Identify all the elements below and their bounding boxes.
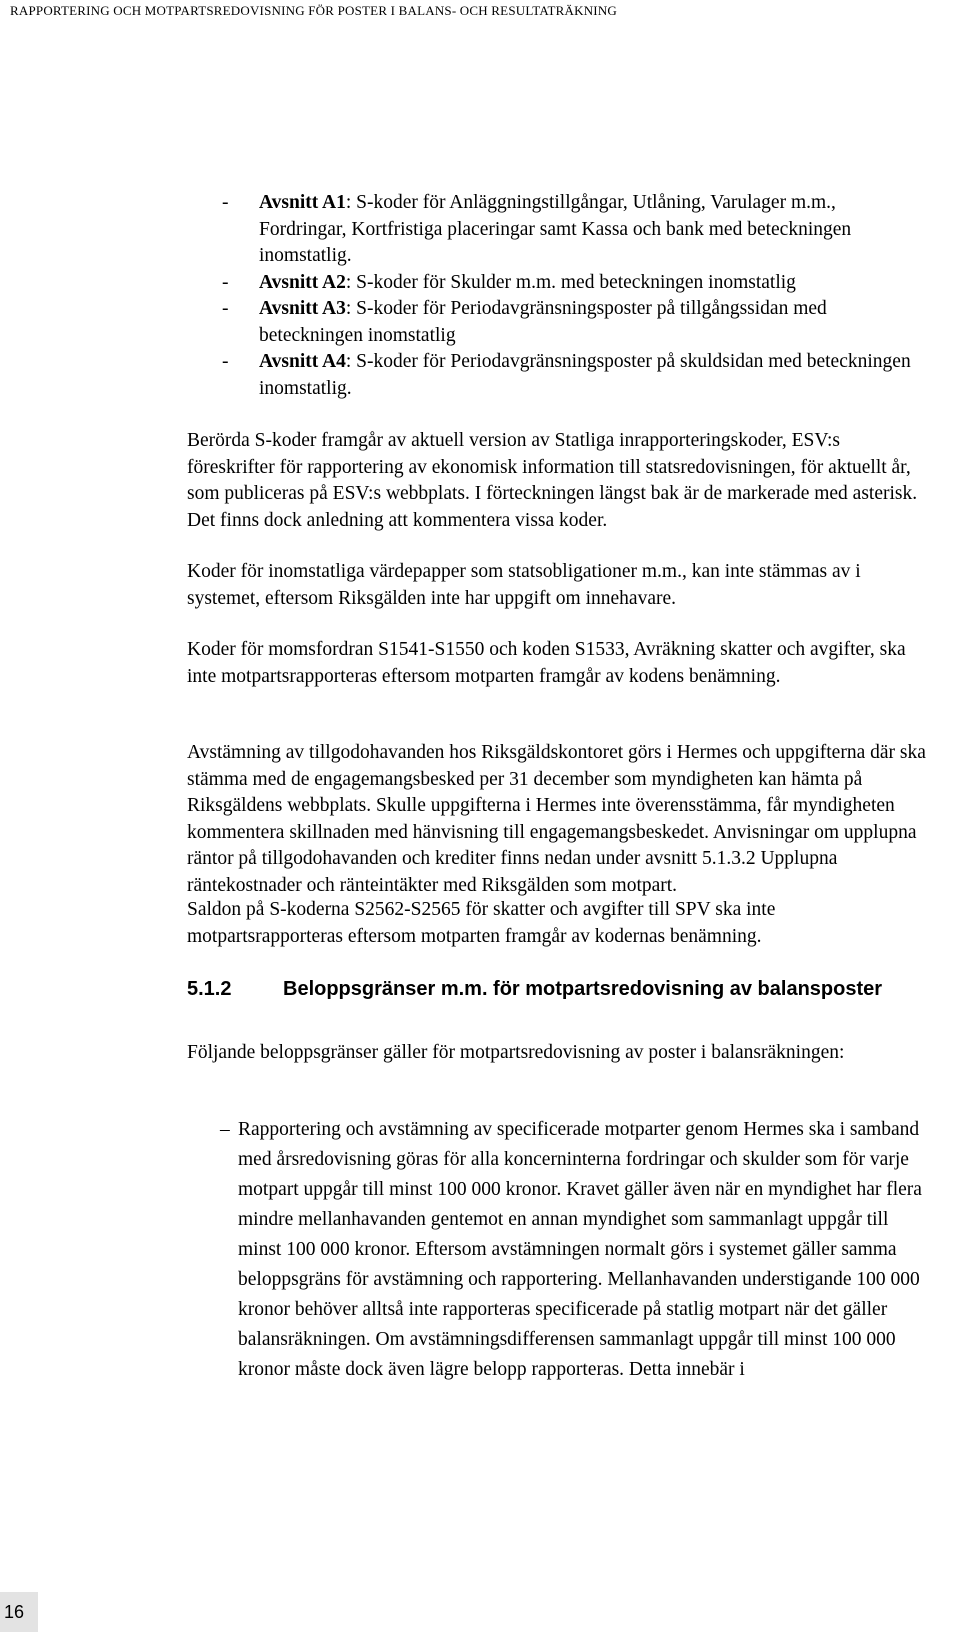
list-item-text: : S-koder för Anläggningstillgångar, Utlåning, Varulager m.m., Fordringar, Kortfristiga placeringar samt Kassa och bank med beteckningen inomstatlig. [259,192,852,266]
paragraph-reconciliation: Avstämning av tillgodohavanden hos Riksgäldskontoret görs i Hermes och uppgifterna där ska stämma med de engagemangsbesked per 31 december som myndigheten kan hämta på Riksgäldens webbplats. Skulle uppgifterna i Hermes inte överensstämma, får myndigheten kommentera skillnaden med hänvisning till engagemangsbeskedet. Anvisningar om upplupna räntor på tillgodohavanden och krediter finns nedan under avsnitt 5.1.3.2 Upplupna räntekostnader och ränteintäkter med Riksgälden som motpart. [187,742,926,896]
list-dash: - [222,192,229,213]
list-dash: - [222,351,229,372]
section-heading [187,975,927,1003]
list-item-text: : S-koder för Periodavgränsningsposter på tillgångssidan med beteckningen inomstatlig [259,298,827,346]
paragraph-spv-balances: Saldon på S-koderna S2562-S2565 för skatter och avgifter till SPV ska inte motpartsrapporteras eftersom motparten framgår av kodernas benämning. [187,899,776,947]
list-dash: - [222,271,229,293]
page-number: 16 [0,1592,38,1632]
list-item-label: Avsnitt A1 [259,192,346,213]
paragraph-affected-codes: Berörda S-koder framgår av aktuell version av Statliga inrapporteringskoder, ESV:s föreskrifter för rapportering av ekonomisk information till statsredovisningen, för aktuellt år, som publiceras på ESV:s webbplats. I förteckningen längst bak är de markerade med asterisk. Det finns dock anledning att kommentera vissa koder. [187,430,918,531]
paragraph-thresholds-intro: Följande beloppsgränser gäller för motpartsredovisning av poster i balansräkningen: [187,1042,845,1063]
section-number: 5.1.2 [187,978,232,1000]
list-item-label: Avsnitt A2 [259,271,346,293]
list-dash: – [220,1119,230,1140]
list-item [220,1115,930,1385]
list-item [222,270,922,297]
list-item-label: Avsnitt A4 [259,351,346,372]
list-item [222,296,922,349]
section-list [222,190,922,402]
list-item [222,349,922,402]
list-item-label: Avsnitt A3 [259,298,346,319]
list-item-text: : S-koder för Periodavgränsningsposter på skuldsidan med beteckningen inomstatlig. [259,351,911,399]
list-item [222,190,922,270]
list-item-text: : S-koder för Skulder m.m. med beteckningen inomstatlig [345,271,796,293]
list-dash: - [222,298,229,319]
list-item-text: Rapportering och avstämning av specificerade motparter genom Hermes ska i samband med årsredovisning göras för alla koncerninterna fordringar och skulder som för varje motpart uppgår till minst 100 000 kronor. Kravet gäller även när en myndighet har flera mindre mellanhavanden gentemot en annan myndighet som sammanlagt uppgår till minst 100 000 kronor. Eftersom avstämningen normalt görs i systemet gäller samma beloppsgräns för avstämning och rapportering. Mellanhavanden understigande 100 000 kronor behöver alltså inte rapporteras specificerade på statlig motpart när det gäller balansräkningen. Om avstämningsdifferensen sammanlagt uppgår till minst 100 000 kronor måste dock även lägre belopp rapporteras. Detta innebär i [238,1119,922,1380]
running-header: RAPPORTERING OCH MOTPARTSREDOVISNING FÖR POSTER I BALANS- OCH RESULTATRÄKNING [10,3,618,18]
paragraph-vat-codes: Koder för momsfordran S1541-S1550 och koden S1533, Avräkning skatter och avgifter, ska inte motpartsrapporteras eftersom motparten framgår av kodens benämning. [187,639,906,687]
section-title: Beloppsgränser m.m. för motpartsredovisning av balansposter [283,978,883,1000]
paragraph-securities: Koder för inomstatliga värdepapper som statsobligationer m.m., kan inte stämmas av i systemet, eftersom Riksgälden inte har uppgift om innehavare. [187,561,861,609]
